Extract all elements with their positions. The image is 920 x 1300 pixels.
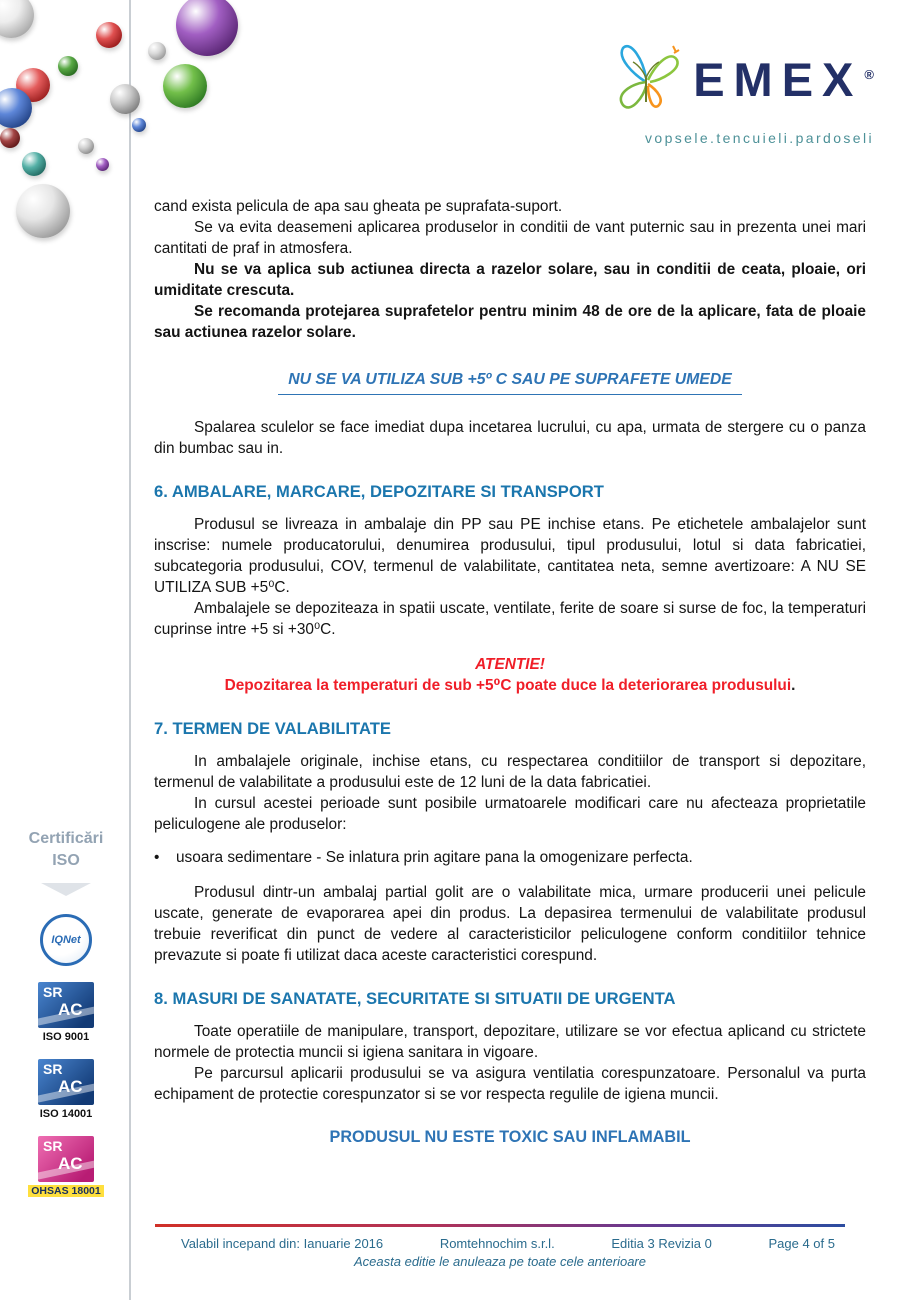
attention-title: ATENTIE! [475, 656, 545, 673]
srac-ohsas18001-logo-icon [38, 1136, 94, 1182]
brand-row [607, 40, 874, 118]
srac-iso9001-logo-icon [38, 982, 94, 1028]
paragraph: cand exista pelicula de apa sau gheata pe suprafata-suport. [154, 198, 563, 215]
attention-text-red: Depozitarea la temperaturi de sub +5⁰C poate duce la deteriorarea produsului [224, 677, 792, 694]
footer-edition: Editia 3 Revizia 0 [611, 1236, 712, 1251]
paragraph: Se va evita deasemeni aplicarea produselor in conditii de vant puternic sau in prezenta unei mari cantitati de praf in atmosfera. [154, 219, 866, 257]
cert-title [14, 828, 118, 871]
cert-title-line2: ISO [52, 851, 80, 869]
bullet-item [154, 847, 866, 868]
sphere-icon [176, 0, 238, 56]
document-body [154, 196, 866, 1148]
sphere-icon [22, 152, 46, 176]
srac-letters: SR [43, 1061, 63, 1078]
brand-name: EMEX ® [693, 52, 874, 106]
paragraph: Produsul dintr-un ambalaj partial golit are o valabilitate mica, urmare producerii unei pelicule uscate, generate de evaporarea apei din produs. La depasirea termenului de valabilitate produsul trebuie reverificat din punct de vedere al caracteristicilor peliculogene conform conditiilor tehnice prevazute si poate fi utilizat daca aceste caracteristici corespund. [154, 884, 866, 964]
registered-mark: ® [864, 66, 874, 82]
sphere-icon [0, 0, 34, 38]
sphere-icon [148, 42, 166, 60]
paragraph: Pe parcursul aplicarii produsului se va asigura ventilatia corespunzatoare. Personalul va purta echipament de protectie corespunzator si se vor respecta regulile de igiena muncii. [154, 1065, 866, 1103]
srac-letters: SR [43, 1138, 63, 1155]
paragraph-bold: Nu se va aplica sub actiunea directa a razelor solare, sau in conditii de ceata, ploaie, ori umiditate crescuta. [154, 261, 866, 299]
srac-iso14001-logo-icon [38, 1059, 94, 1105]
attention-text [154, 675, 866, 696]
bullet-icon: • [154, 849, 160, 866]
iso14001-caption: ISO 14001 [39, 1108, 93, 1121]
ohsas18001-caption: OHSAS 18001 [28, 1185, 103, 1197]
certifications-sidebar [14, 828, 118, 1197]
paragraph: In cursul acestei perioade sunt posibile urmatoarele modificari care nu afecteaza proprietatile peliculogene ale produselor: [154, 795, 866, 833]
paragraph: In ambalajele originale, inchise etans, cu respectarea conditiilor de transport si depozitare, termenul de valabilitate a produsului este de 12 luni de la data fabricatiei. [154, 753, 866, 791]
iqnet-logo-icon [40, 914, 92, 966]
attention-text-period: . [791, 677, 796, 694]
butterfly-logo-icon [607, 40, 683, 118]
sphere-icon [16, 184, 70, 238]
brand-tagline: vopsele.tencuieli.pardoseli [644, 130, 874, 146]
paragraph-bold: Se recomanda protejarea suprafetelor pentru minim 48 de ore de la aplicare, fata de ploaie sau actiunea razelor solare. [154, 303, 866, 341]
bullet-text: usoara sedimentare - Se inlatura prin agitare pana la omogenizare perfecta. [176, 849, 693, 866]
sphere-icon [163, 64, 207, 108]
sphere-icon [96, 158, 109, 171]
cert-title-line1: Certificări [28, 830, 104, 847]
iso9001-caption: ISO 9001 [42, 1031, 90, 1044]
footer-page-number: Page 4 of 5 [768, 1236, 835, 1251]
srac-letters: AC [58, 1076, 83, 1096]
iqnet-label: IQNet [51, 934, 81, 947]
chevron-down-icon [41, 883, 91, 896]
sphere-icon [58, 56, 78, 76]
sphere-icon [0, 88, 32, 128]
sphere-icon [96, 22, 122, 48]
non-toxic-banner: PRODUSUL NU ESTE TOXIC SAU INFLAMABIL [329, 1128, 691, 1146]
srac-letters: AC [58, 999, 83, 1019]
sphere-icon [110, 84, 140, 114]
footer-note: Aceasta editie le anuleaza pe toate cele anterioare [354, 1254, 646, 1269]
page-footer [155, 1224, 845, 1269]
brand-header [607, 40, 874, 146]
usage-warning-text: NU SE VA UTILIZA SUB +5º C SAU PE SUPRAFETE UMEDE [278, 369, 742, 395]
sphere-icon [0, 128, 20, 148]
section-heading-7: 7. TERMEN DE VALABILITATE [154, 719, 391, 738]
paragraph: Spalarea sculelor se face imediat dupa incetarea lucrului, cu apa, urmata de stergere cu o panza din bumbac sau in. [154, 419, 866, 457]
usage-warning-banner [154, 369, 866, 395]
srac-letters: SR [43, 984, 63, 1001]
sphere-icon [78, 138, 94, 154]
footer-company: Romtehnochim s.r.l. [439, 1236, 555, 1251]
section-heading-8: 8. MASURI DE SANATATE, SECURITATE SI SITUATII DE URGENTA [154, 989, 676, 1008]
section-heading-6: 6. AMBALARE, MARCARE, DEPOZITARE SI TRANSPORT [154, 482, 604, 501]
footer-row [155, 1227, 845, 1251]
footer-validity: Valabil incepand din: Ianuarie 2016 [181, 1236, 384, 1251]
paragraph: Produsul se livreaza in ambalaje din PP sau PE inchise etans. Pe etichetele ambalajelor sunt inscrise: numele producatorului, denumirea produsului, tipul produsului, lotul si data fabricatiei, subcategoria produsului, COV, termenul de valabilitate, cantitatea neta, semne avertizoare: A NU SE UTILIZA SUB +5⁰C. [154, 516, 866, 596]
paragraph: Ambalajele se depoziteaza in spatii uscate, ventilate, ferite de soare si surse de foc, la temperaturi cuprinse intre +5 si +30⁰C. [154, 600, 866, 638]
srac-letters: AC [58, 1153, 83, 1173]
sphere-icon [132, 118, 146, 132]
spheres-decoration [0, 0, 260, 260]
paragraph: Toate operatiile de manipulare, transport, depozitare, utilizare se vor efectua aplicand cu strictete normele de protectia muncii si igiena sanitara in vigoare. [154, 1023, 866, 1061]
